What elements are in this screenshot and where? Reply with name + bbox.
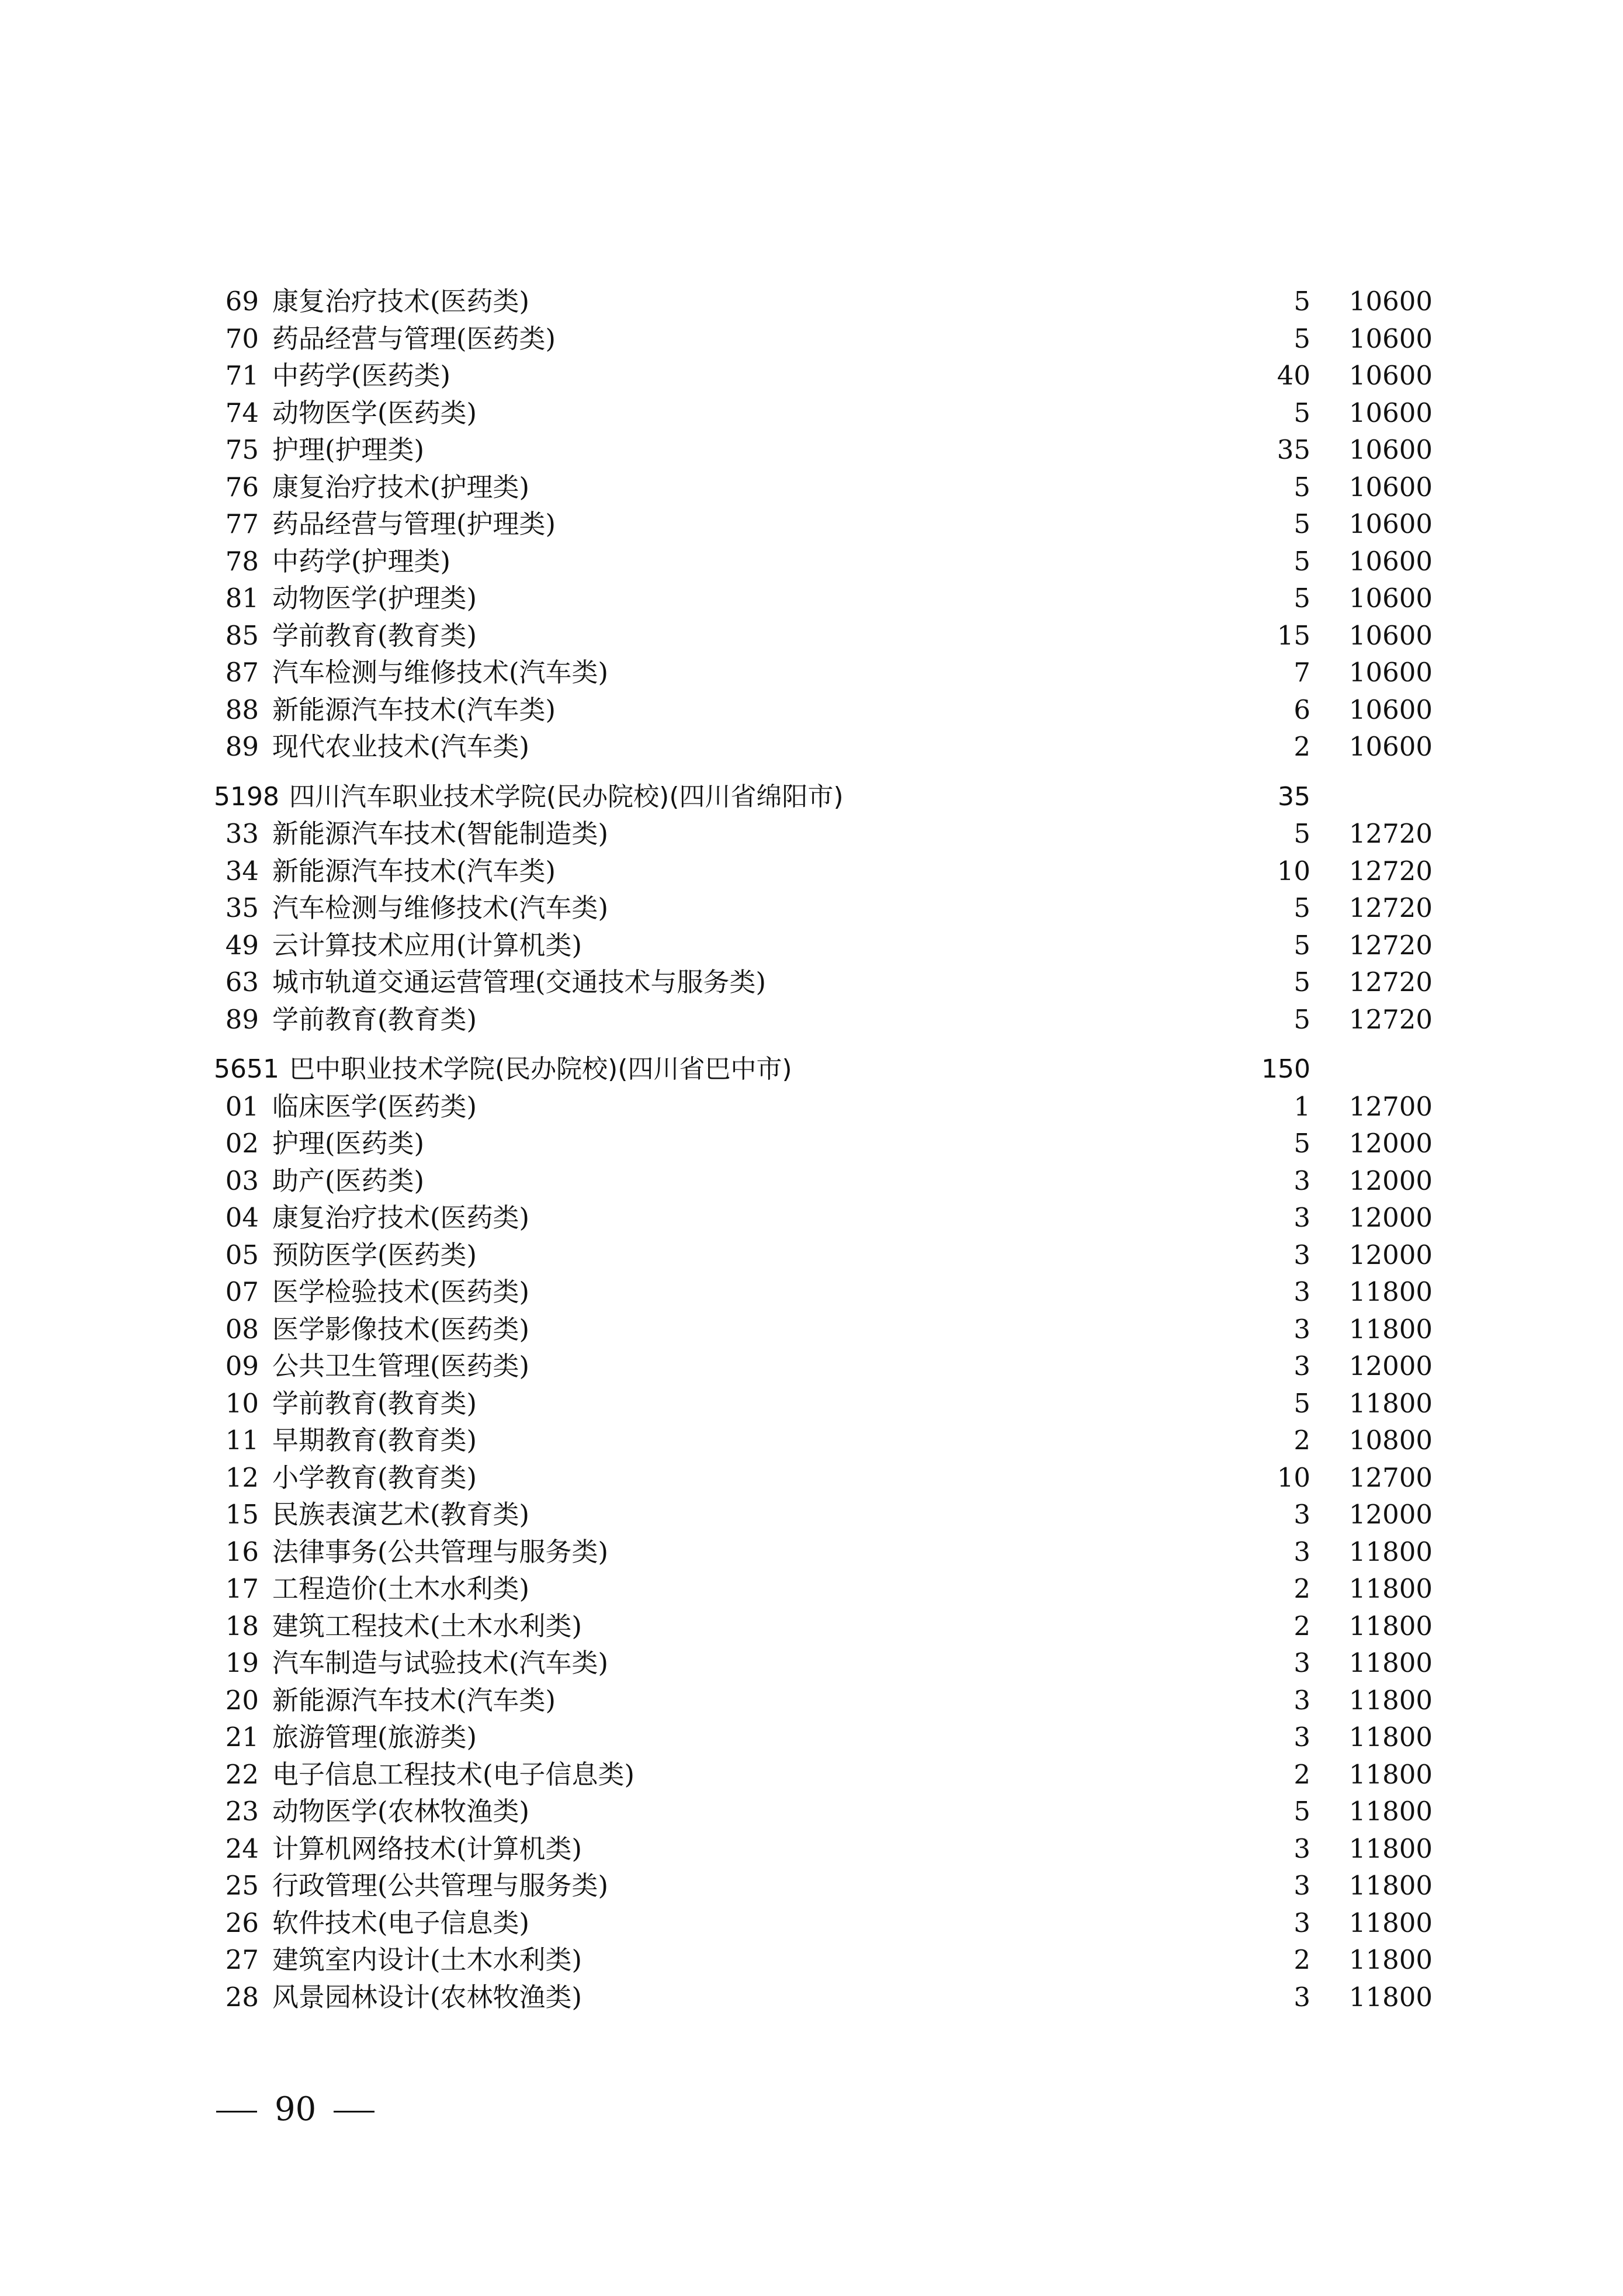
plan-quantity: 5 bbox=[1293, 286, 1310, 317]
tuition-fee: 12720 bbox=[1348, 967, 1433, 998]
major-row bbox=[0, 1793, 1623, 1830]
major-row bbox=[0, 580, 1623, 617]
plan-quantity: 15 bbox=[1277, 619, 1310, 651]
plan-quantity: 3 bbox=[1293, 1239, 1310, 1270]
major-code: 34 bbox=[225, 855, 259, 886]
major-row bbox=[0, 543, 1623, 580]
tuition-fee: 10600 bbox=[1348, 397, 1433, 428]
major-name: 学前教育(教育类) bbox=[272, 1387, 477, 1419]
plan-quantity: 3 bbox=[1293, 1499, 1310, 1530]
major-name: 汽车制造与试验技术(汽车类) bbox=[272, 1647, 609, 1678]
major-row bbox=[0, 283, 1623, 320]
major-row bbox=[0, 1867, 1623, 1904]
tuition-fee: 10800 bbox=[1348, 1425, 1433, 1456]
major-row bbox=[0, 1422, 1623, 1459]
tuition-fee: 11800 bbox=[1348, 1684, 1433, 1716]
tuition-fee: 11800 bbox=[1348, 1833, 1433, 1864]
major-name: 汽车检测与维修技术(汽车类) bbox=[272, 892, 609, 923]
major-row bbox=[0, 853, 1623, 890]
major-row bbox=[0, 927, 1623, 964]
major-name: 小学教育(教育类) bbox=[272, 1462, 477, 1493]
major-code: 23 bbox=[225, 1796, 259, 1827]
major-row bbox=[0, 320, 1623, 358]
plan-quantity: 5 bbox=[1293, 929, 1310, 961]
major-code: 16 bbox=[225, 1536, 259, 1567]
major-name: 药品经营与管理(医药类) bbox=[272, 323, 556, 354]
plan-quantity: 5 bbox=[1293, 1128, 1310, 1159]
plan-quantity: 3 bbox=[1293, 1202, 1310, 1233]
tuition-fee: 12720 bbox=[1348, 1003, 1433, 1035]
major-code: 35 bbox=[225, 892, 259, 923]
major-row bbox=[0, 1644, 1623, 1682]
major-code: 88 bbox=[225, 694, 259, 725]
major-row bbox=[0, 1459, 1623, 1497]
major-code: 33 bbox=[225, 818, 259, 849]
page-footer bbox=[216, 2086, 374, 2133]
tuition-fee: 11800 bbox=[1348, 1796, 1433, 1827]
major-name: 学前教育(教育类) bbox=[272, 619, 477, 651]
major-code: 22 bbox=[225, 1758, 259, 1790]
major-name: 云计算技术应用(计算机类) bbox=[272, 929, 582, 961]
major-row bbox=[0, 728, 1623, 766]
major-name: 工程造价(土木水利类) bbox=[272, 1573, 530, 1604]
tuition-fee: 10600 bbox=[1348, 434, 1433, 465]
major-code: 24 bbox=[225, 1833, 259, 1864]
tuition-fee: 12700 bbox=[1348, 1090, 1433, 1122]
footer-dash-right bbox=[334, 2111, 374, 2113]
major-name: 民族表演艺术(教育类) bbox=[272, 1499, 530, 1530]
tuition-fee: 10600 bbox=[1348, 694, 1433, 725]
tuition-fee: 10600 bbox=[1348, 360, 1433, 391]
tuition-fee: 12000 bbox=[1348, 1350, 1433, 1381]
major-code: 27 bbox=[225, 1944, 259, 1975]
tuition-fee: 12720 bbox=[1348, 855, 1433, 886]
major-code: 89 bbox=[225, 731, 259, 762]
plan-quantity: 3 bbox=[1293, 1165, 1310, 1196]
major-name: 新能源汽车技术(汽车类) bbox=[272, 855, 556, 886]
tuition-fee: 10600 bbox=[1348, 508, 1433, 539]
plan-quantity: 7 bbox=[1293, 657, 1310, 688]
major-name: 康复治疗技术(护理类) bbox=[272, 471, 530, 503]
major-code: 85 bbox=[225, 619, 259, 651]
tuition-fee: 11800 bbox=[1348, 1870, 1433, 1901]
tuition-fee: 11800 bbox=[1348, 1387, 1433, 1419]
major-row bbox=[0, 1682, 1623, 1719]
major-row bbox=[0, 1941, 1623, 1979]
major-name: 中药学(医药类) bbox=[272, 360, 451, 391]
major-code: 74 bbox=[225, 397, 259, 428]
plan-quantity: 3 bbox=[1293, 1647, 1310, 1678]
plan-quantity: 6 bbox=[1293, 694, 1310, 725]
major-name: 电子信息工程技术(电子信息类) bbox=[272, 1758, 635, 1790]
major-code: 08 bbox=[225, 1313, 259, 1345]
major-name: 软件技术(电子信息类) bbox=[272, 1907, 530, 1938]
major-code: 26 bbox=[225, 1907, 259, 1938]
major-row bbox=[0, 469, 1623, 506]
footer-dash-left bbox=[216, 2111, 257, 2113]
major-code: 28 bbox=[225, 1981, 259, 2013]
major-row bbox=[0, 889, 1623, 927]
major-row bbox=[0, 1125, 1623, 1162]
major-row bbox=[0, 431, 1623, 469]
tuition-fee: 12000 bbox=[1348, 1165, 1433, 1196]
plan-quantity: 5 bbox=[1293, 1796, 1310, 1827]
plan-quantity: 3 bbox=[1293, 1981, 1310, 2013]
major-row bbox=[0, 1533, 1623, 1571]
major-code: 78 bbox=[225, 545, 259, 577]
tuition-fee: 12700 bbox=[1348, 1462, 1433, 1493]
major-name: 建筑工程技术(土木水利类) bbox=[272, 1610, 582, 1642]
major-row bbox=[0, 357, 1623, 394]
plan-quantity: 35 bbox=[1278, 781, 1310, 812]
tuition-fee: 12720 bbox=[1348, 892, 1433, 923]
major-code: 21 bbox=[225, 1722, 259, 1753]
major-name: 旅游管理(旅游类) bbox=[272, 1722, 477, 1753]
major-code: 09 bbox=[225, 1350, 259, 1381]
plan-quantity: 5 bbox=[1293, 471, 1310, 503]
plan-quantity: 5 bbox=[1293, 967, 1310, 998]
major-code: 71 bbox=[225, 360, 259, 391]
major-code: 70 bbox=[225, 323, 259, 354]
plan-quantity: 5 bbox=[1293, 892, 1310, 923]
major-name: 动物医学(医药类) bbox=[272, 397, 477, 428]
major-row bbox=[0, 1979, 1623, 2016]
major-code: 25 bbox=[225, 1870, 259, 1901]
tuition-fee: 10600 bbox=[1348, 619, 1433, 651]
major-code: 01 bbox=[225, 1090, 259, 1122]
major-name: 助产(医药类) bbox=[272, 1165, 425, 1196]
page-number: 90 bbox=[275, 2090, 317, 2128]
major-code: 11 bbox=[225, 1425, 259, 1456]
plan-quantity: 3 bbox=[1293, 1276, 1310, 1307]
plan-quantity: 2 bbox=[1293, 1425, 1310, 1456]
tuition-fee: 12000 bbox=[1348, 1128, 1433, 1159]
tuition-fee: 12000 bbox=[1348, 1202, 1433, 1233]
tuition-fee: 11800 bbox=[1348, 1722, 1433, 1753]
tuition-fee: 11800 bbox=[1348, 1907, 1433, 1938]
major-code: 19 bbox=[225, 1647, 259, 1678]
tuition-fee: 10600 bbox=[1348, 657, 1433, 688]
major-row bbox=[0, 617, 1623, 654]
major-code: 15 bbox=[225, 1499, 259, 1530]
plan-quantity: 5 bbox=[1293, 1003, 1310, 1035]
major-name: 中药学(护理类) bbox=[272, 545, 451, 577]
plan-quantity: 40 bbox=[1277, 360, 1310, 391]
plan-quantity: 2 bbox=[1293, 1573, 1310, 1604]
major-code: 63 bbox=[225, 967, 259, 998]
major-row bbox=[0, 1311, 1623, 1348]
tuition-fee: 12000 bbox=[1348, 1239, 1433, 1270]
major-row bbox=[0, 691, 1623, 729]
major-name: 康复治疗技术(医药类) bbox=[272, 286, 530, 317]
major-row bbox=[0, 1719, 1623, 1756]
plan-quantity: 1 bbox=[1293, 1090, 1310, 1122]
major-name: 护理(护理类) bbox=[272, 434, 425, 465]
plan-quantity: 3 bbox=[1293, 1536, 1310, 1567]
major-row bbox=[0, 1385, 1623, 1422]
plan-quantity: 3 bbox=[1293, 1313, 1310, 1345]
major-code: 17 bbox=[225, 1573, 259, 1604]
plan-quantity: 3 bbox=[1293, 1833, 1310, 1864]
major-code: 89 bbox=[225, 1003, 259, 1035]
major-name: 早期教育(教育类) bbox=[272, 1425, 477, 1456]
major-name: 行政管理(公共管理与服务类) bbox=[272, 1870, 609, 1901]
plan-quantity: 3 bbox=[1293, 1350, 1310, 1381]
major-row bbox=[0, 1001, 1623, 1038]
major-row bbox=[0, 1199, 1623, 1237]
major-row bbox=[0, 1608, 1623, 1645]
plan-quantity: 3 bbox=[1293, 1907, 1310, 1938]
major-code: 04 bbox=[225, 1202, 259, 1233]
plan-quantity: 3 bbox=[1293, 1870, 1310, 1901]
plan-quantity: 5 bbox=[1293, 583, 1310, 614]
tuition-fee: 11800 bbox=[1348, 1647, 1433, 1678]
institution-code: 5198 bbox=[214, 781, 279, 812]
tuition-fee: 10600 bbox=[1348, 545, 1433, 577]
major-row bbox=[0, 1496, 1623, 1533]
tuition-fee: 11800 bbox=[1348, 1276, 1433, 1307]
tuition-fee: 10600 bbox=[1348, 286, 1433, 317]
major-code: 81 bbox=[225, 583, 259, 614]
plan-quantity: 3 bbox=[1293, 1684, 1310, 1716]
plan-quantity: 5 bbox=[1293, 397, 1310, 428]
major-name: 城市轨道交通运营管理(交通技术与服务类) bbox=[272, 967, 767, 998]
major-row bbox=[0, 1570, 1623, 1608]
major-name: 建筑室内设计(土木水利类) bbox=[272, 1944, 582, 1975]
major-code: 18 bbox=[225, 1610, 259, 1642]
tuition-fee: 12000 bbox=[1348, 1499, 1433, 1530]
tuition-fee: 11800 bbox=[1348, 1610, 1433, 1642]
major-row bbox=[0, 1237, 1623, 1274]
institution-row bbox=[0, 778, 1623, 816]
major-row bbox=[0, 654, 1623, 691]
major-name: 新能源汽车技术(汽车类) bbox=[272, 694, 556, 725]
plan-quantity: 5 bbox=[1293, 508, 1310, 539]
major-code: 76 bbox=[225, 471, 259, 503]
major-row bbox=[0, 1162, 1623, 1200]
major-name: 医学检验技术(医药类) bbox=[272, 1276, 530, 1307]
tuition-fee: 11800 bbox=[1348, 1313, 1433, 1345]
major-row bbox=[0, 394, 1623, 432]
major-name: 现代农业技术(汽车类) bbox=[272, 731, 530, 762]
major-name: 康复治疗技术(医药类) bbox=[272, 1202, 530, 1233]
tuition-fee: 10600 bbox=[1348, 323, 1433, 354]
major-code: 69 bbox=[225, 286, 259, 317]
major-name: 动物医学(农林牧渔类) bbox=[272, 1796, 530, 1827]
plan-quantity: 2 bbox=[1293, 731, 1310, 762]
major-name: 新能源汽车技术(智能制造类) bbox=[272, 818, 609, 849]
major-row bbox=[0, 505, 1623, 543]
major-name: 护理(医药类) bbox=[272, 1128, 425, 1159]
tuition-fee: 12720 bbox=[1348, 929, 1433, 961]
plan-quantity: 150 bbox=[1261, 1054, 1310, 1084]
major-row bbox=[0, 1088, 1623, 1126]
major-row bbox=[0, 1348, 1623, 1385]
major-code: 77 bbox=[225, 508, 259, 539]
plan-quantity: 35 bbox=[1277, 434, 1310, 465]
tuition-fee: 10600 bbox=[1348, 583, 1433, 614]
plan-quantity: 5 bbox=[1293, 818, 1310, 849]
tuition-fee: 11800 bbox=[1348, 1573, 1433, 1604]
institution-name: 四川汽车职业技术学院(民办院校)(四川省绵阳市) bbox=[289, 781, 844, 812]
tuition-fee: 11800 bbox=[1348, 1981, 1433, 2013]
major-name: 药品经营与管理(护理类) bbox=[272, 508, 556, 539]
tuition-fee: 11800 bbox=[1348, 1944, 1433, 1975]
major-row bbox=[0, 1904, 1623, 1942]
major-name: 法律事务(公共管理与服务类) bbox=[272, 1536, 609, 1567]
major-code: 75 bbox=[225, 434, 259, 465]
plan-quantity: 3 bbox=[1293, 1722, 1310, 1753]
major-row bbox=[0, 1273, 1623, 1311]
major-name: 新能源汽车技术(汽车类) bbox=[272, 1684, 556, 1716]
major-code: 02 bbox=[225, 1128, 259, 1159]
tuition-fee: 11800 bbox=[1348, 1758, 1433, 1790]
major-row bbox=[0, 815, 1623, 853]
major-name: 动物医学(护理类) bbox=[272, 583, 477, 614]
tuition-fee: 10600 bbox=[1348, 471, 1433, 503]
plan-quantity: 5 bbox=[1293, 545, 1310, 577]
major-code: 20 bbox=[225, 1684, 259, 1716]
major-name: 预防医学(医药类) bbox=[272, 1239, 477, 1270]
institution-code: 5651 bbox=[214, 1054, 279, 1084]
institution-name: 巴中职业技术学院(民办院校)(四川省巴中市) bbox=[289, 1054, 792, 1084]
institution-row bbox=[0, 1051, 1623, 1088]
major-name: 学前教育(教育类) bbox=[272, 1003, 477, 1035]
major-name: 风景园林设计(农林牧渔类) bbox=[272, 1981, 582, 2013]
major-code: 49 bbox=[225, 929, 259, 961]
major-name: 公共卫生管理(医药类) bbox=[272, 1350, 530, 1381]
major-code: 87 bbox=[225, 657, 259, 688]
plan-quantity: 10 bbox=[1277, 855, 1310, 886]
plan-quantity: 2 bbox=[1293, 1758, 1310, 1790]
major-code: 10 bbox=[225, 1387, 259, 1419]
major-code: 12 bbox=[225, 1462, 259, 1493]
major-code: 07 bbox=[225, 1276, 259, 1307]
major-row bbox=[0, 1830, 1623, 1868]
plan-quantity: 5 bbox=[1293, 1387, 1310, 1419]
plan-quantity: 2 bbox=[1293, 1944, 1310, 1975]
major-row bbox=[0, 1756, 1623, 1793]
plan-quantity: 5 bbox=[1293, 323, 1310, 354]
major-name: 医学影像技术(医药类) bbox=[272, 1313, 530, 1345]
major-code: 05 bbox=[225, 1239, 259, 1270]
enrollment-table bbox=[0, 283, 1623, 2016]
tuition-fee: 12720 bbox=[1348, 818, 1433, 849]
tuition-fee: 11800 bbox=[1348, 1536, 1433, 1567]
major-row bbox=[0, 964, 1623, 1001]
plan-quantity: 10 bbox=[1277, 1462, 1310, 1493]
major-name: 临床医学(医药类) bbox=[272, 1090, 477, 1122]
major-name: 计算机网络技术(计算机类) bbox=[272, 1833, 582, 1864]
tuition-fee: 10600 bbox=[1348, 731, 1433, 762]
major-code: 03 bbox=[225, 1165, 259, 1196]
major-name: 汽车检测与维修技术(汽车类) bbox=[272, 657, 609, 688]
plan-quantity: 2 bbox=[1293, 1610, 1310, 1642]
